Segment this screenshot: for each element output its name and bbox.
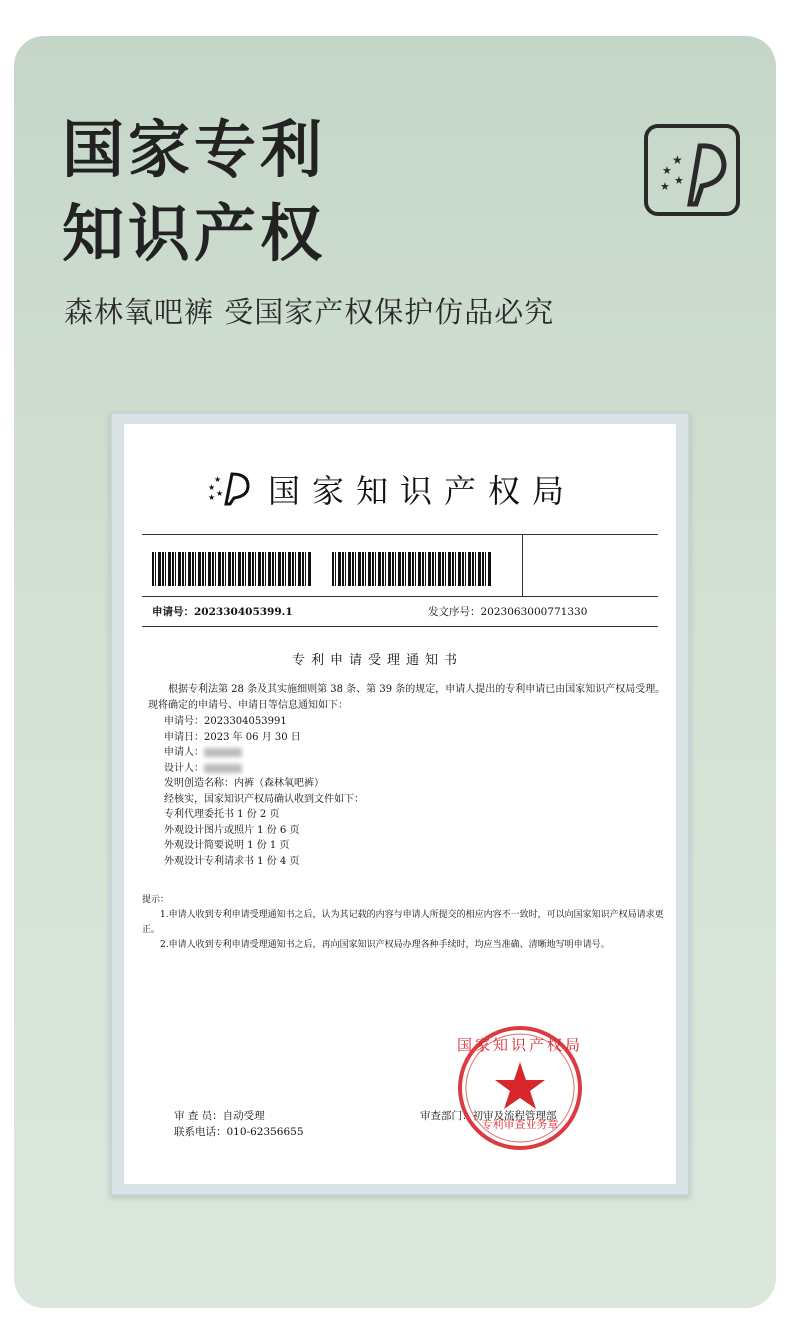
svg-text:★: ★	[672, 153, 683, 167]
svg-text:★: ★	[662, 164, 672, 177]
redacted-name	[204, 764, 242, 773]
department-line: 审查部门：初审及流程管理部	[420, 1110, 557, 1122]
svg-text:★: ★	[216, 489, 224, 498]
seal-text: 国家知识产权局	[456, 1036, 584, 1054]
file-item: 外观设计专利请求书 1 份 4 页	[164, 855, 300, 867]
application-number-row: 申请号：202330405399.1	[152, 606, 293, 618]
doc-notes	[142, 893, 672, 953]
seal-subtext: 专利审查业务章	[481, 1118, 559, 1131]
file-item: 外观设计简要说明 1 份 1 页	[164, 840, 290, 851]
field-row: 申请人：	[164, 745, 684, 761]
headline-line2: 知识产权	[62, 197, 327, 270]
svg-text:★: ★	[660, 180, 670, 193]
phone-line: 联系电话：010-62356655	[174, 1126, 304, 1138]
field-row: 申请号：2023304053991	[164, 716, 287, 727]
redacted-name	[204, 748, 242, 757]
doc-org-name: 国家知识产权局	[268, 472, 577, 510]
doc-fields	[164, 714, 684, 869]
doc-patent-logo-icon	[206, 468, 254, 508]
file-item: 外观设计图片或照片 1 份 6 页	[164, 824, 300, 836]
doc-rule	[142, 626, 658, 627]
field-row: 申请日：2023 年 06 月 30 日	[164, 731, 301, 743]
field-row: 发明创造名称：内裤（森林氧吧裤）	[164, 778, 324, 789]
note-item: 2.申请人收到专利申请受理通知书之后，再向国家知识产权局办理各种手续时，均应当准确、清晰地写明申请号。	[160, 940, 610, 950]
patent-logo-icon	[656, 134, 732, 210]
subheadline: 森林氧吧裤 受国家产权保护仿品必究	[64, 295, 555, 329]
doc-paragraph: 根据专利法第 28 条及其实施细则第 38 条、第 39 条的规定，申请人提出的专利申请已由国家知识产权局受理。现将确定的申请号、申请日等信息通知如下：	[148, 684, 666, 711]
dispatch-number-row: 发文序号：2023063000771330	[428, 606, 588, 618]
seal-star-icon	[495, 1062, 545, 1109]
doc-title: 专利申请受理通知书	[292, 653, 464, 668]
headline	[62, 108, 326, 276]
note-item: 1.申请人收到专利申请受理通知书之后，认为其记载的内容与申请人所提交的相应内容不一致时，可以向国家知识产权局请求更正。	[142, 910, 664, 935]
svg-text:★: ★	[214, 475, 222, 484]
doc-rule	[142, 534, 658, 535]
doc-rule	[142, 596, 658, 597]
doc-rule	[522, 534, 523, 596]
svg-text:★: ★	[208, 493, 216, 502]
file-item: 专利代理委托书 1 份 2 页	[164, 809, 280, 820]
notes-label: 提示：	[142, 895, 170, 905]
examiner-line: 审 查 员：自动受理	[174, 1110, 265, 1122]
headline-line1: 国家专利	[62, 113, 327, 186]
official-seal	[454, 1022, 586, 1154]
svg-text:★: ★	[208, 483, 216, 492]
patent-office-logo	[644, 124, 740, 216]
barcode-2	[332, 552, 492, 586]
verified-line: 经核实，国家知识产权局确认收到文件如下：	[164, 793, 364, 805]
barcode-1	[152, 552, 312, 586]
svg-text:★: ★	[674, 174, 684, 187]
field-row: 设计人：	[164, 761, 684, 777]
